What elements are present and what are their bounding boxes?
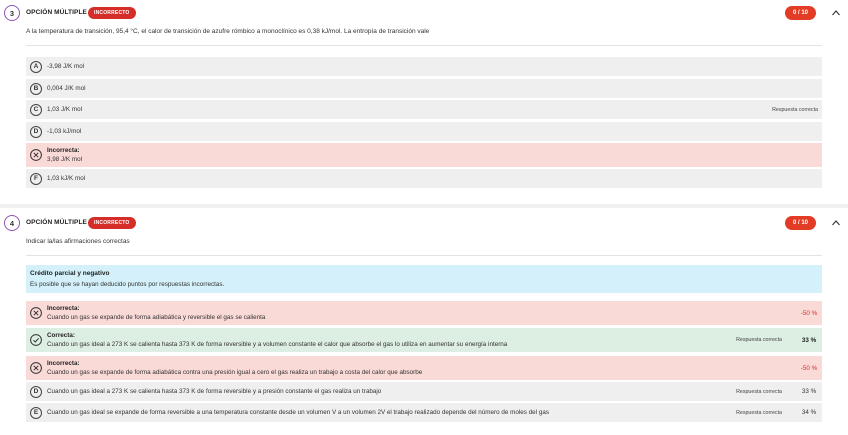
pct-cell (786, 328, 822, 352)
divider (26, 45, 822, 46)
chevron-up-icon[interactable] (831, 218, 841, 228)
option-d[interactable] (26, 122, 822, 141)
option-percent: -50 % (800, 309, 818, 317)
question-number: 3 (4, 5, 20, 21)
q4-option-d[interactable] (26, 382, 786, 401)
info-text: Es posible que se hayan deducido puntos por respuestas incorrectas. (30, 281, 225, 288)
option-e-selected-incorrect[interactable] (26, 143, 822, 167)
status-badge: INCORRECTO (88, 217, 136, 229)
option-letter: A (30, 61, 42, 73)
pct-cell (786, 301, 822, 325)
question-prompt: Indicar la/las afirmaciones correctas (26, 238, 130, 245)
question-type: OPCIÓN MÚLTIPLE (26, 219, 87, 226)
x-circle-icon (30, 149, 42, 161)
option-letter: D (30, 386, 42, 398)
option-status: Incorrecta: (47, 304, 80, 312)
option-percent: -50 % (800, 364, 818, 372)
option-text: Cuando un gas ideal a 273 K se calienta hasta 373 K de forma reversible y a presión constante el gas realiza un trabajo (47, 388, 382, 395)
question-number: 4 (4, 215, 20, 231)
option-status: Correcta: (47, 331, 75, 339)
check-circle-icon (30, 334, 42, 346)
option-text: Cuando un gas ideal a 273 K se calienta hasta 373 K de forma reversible y a volumen constante el calor que absorbe el gas lo utiliza en aumentar su energía interna (47, 341, 508, 348)
option-text: Cuando un gas se expande de forma adiabática contra una presión igual a cero el gas realiza un trabajo a costa del calor que absorbe (47, 369, 423, 376)
option-letter: C (30, 104, 42, 116)
option-letter: E (30, 407, 42, 419)
option-status: Incorrecta: (47, 146, 80, 154)
option-letter: F (30, 173, 42, 185)
q4-option-c-selected-incorrect[interactable] (26, 356, 786, 380)
score-pill: 0 / 10 (785, 6, 816, 20)
q4-option-a-selected-incorrect[interactable] (26, 301, 786, 325)
option-a[interactable] (26, 57, 822, 76)
option-f[interactable] (26, 169, 822, 188)
option-text: -1,03 kJ/mol (47, 128, 82, 135)
q4-option-e[interactable] (26, 403, 786, 422)
option-letter: B (30, 83, 42, 95)
divider (26, 255, 822, 256)
option-text: Cuando un gas ideal se expande de forma reversible a una temperatura constante desde un volumen V a un volumen 2V el trabajo realizado depende del número de moles del gas (47, 409, 549, 416)
option-percent: 33 % (801, 336, 817, 344)
q4-option-b-selected-correct[interactable] (26, 328, 786, 352)
option-text: 1,03 kJ/K mol (47, 175, 86, 182)
correct-answer-note: Respuesta correcta (736, 337, 782, 343)
option-text: -3,98 J/K mol (47, 63, 85, 70)
option-text: 0,004 J/K mol (47, 85, 86, 92)
partial-credit-info (26, 265, 822, 293)
x-circle-icon (30, 307, 42, 319)
option-percent: 34 % (801, 409, 817, 416)
info-title: Crédito parcial y negativo (30, 270, 110, 277)
option-status: Incorrecta: (47, 359, 80, 367)
correct-answer-note: Respuesta correcta (736, 409, 782, 416)
status-badge: INCORRECTO (88, 7, 136, 19)
option-text: Cuando un gas se expande de forma adiabática y reversible el gas se calienta (47, 314, 266, 321)
chevron-up-icon[interactable] (831, 8, 841, 18)
correct-answer-note: Respuesta correcta (772, 106, 818, 113)
pct-cell (786, 403, 822, 422)
option-text: 3,98 J/K mol (47, 156, 82, 163)
option-b[interactable] (26, 79, 822, 98)
question-separator (0, 204, 848, 208)
pct-cell (786, 382, 822, 401)
pct-cell (786, 356, 822, 380)
question-type: OPCIÓN MÚLTIPLE (26, 9, 87, 16)
option-text: 1,03 J/K mol (47, 106, 82, 113)
option-c[interactable] (26, 100, 822, 119)
correct-answer-note: Respuesta correcta (736, 388, 782, 395)
question-4-header (0, 211, 848, 235)
question-3-header (0, 0, 848, 24)
option-letter: D (30, 126, 42, 138)
question-prompt: A la temperatura de transición, 95,4 °C, el calor de transición de azufre rómbico a monoclínico es 0,38 kJ/mol. La entropía de transición vale (26, 28, 430, 35)
score-pill: 0 / 10 (785, 216, 816, 230)
x-circle-icon (30, 362, 42, 374)
option-percent: 33 % (801, 388, 817, 395)
